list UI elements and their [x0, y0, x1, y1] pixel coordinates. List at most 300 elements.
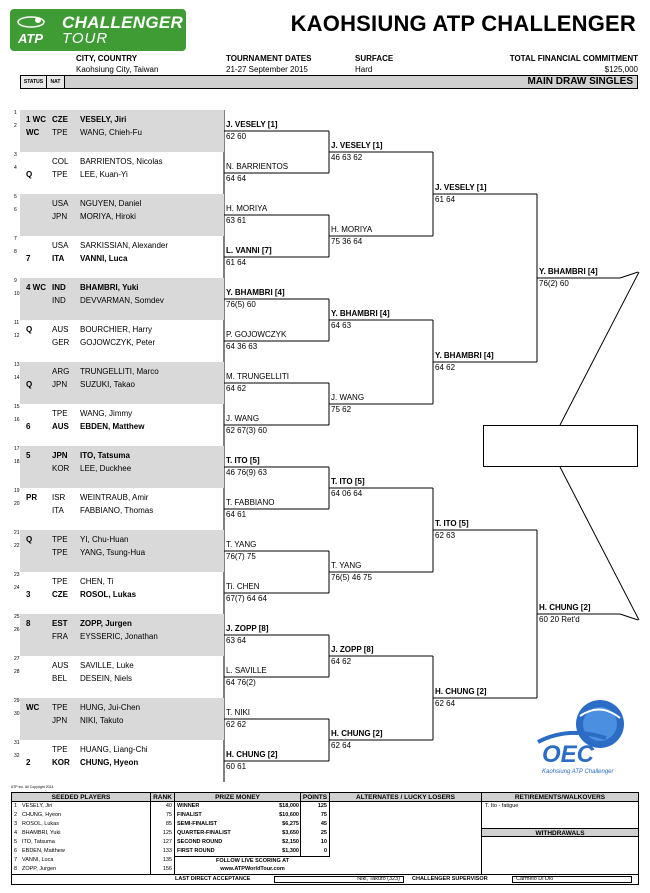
- player-row: [52, 283, 139, 292]
- seed-rank: 133: [162, 848, 172, 854]
- winner-name: H. CHUNG [2]: [331, 729, 383, 738]
- player-row: [52, 157, 163, 166]
- player-seed: Q: [26, 325, 33, 334]
- prize-money: $3,650: [282, 830, 299, 836]
- player-seed: [26, 464, 54, 474]
- seed-rank: 85: [165, 821, 172, 827]
- winner-name: T. ITO [5]: [226, 456, 260, 465]
- player-nationality: ITA: [52, 506, 64, 515]
- match-score: 75 36 64: [331, 237, 363, 246]
- player-slot-number: 16: [14, 417, 20, 423]
- player-slot-number: 27: [14, 656, 20, 662]
- player-slot-number: 11: [14, 320, 20, 326]
- match-score: 64 06 64: [331, 489, 363, 498]
- player-slot-number: 1: [14, 110, 17, 116]
- player-row: [52, 241, 168, 250]
- player-nationality: TPE: [52, 745, 68, 754]
- financial-commitment-value: $125,000: [604, 65, 638, 74]
- player-name: LEE, Duckhee: [80, 464, 132, 473]
- prize-points: 45: [320, 821, 327, 827]
- seed-player-name: EBDEN, Matthew: [22, 848, 65, 854]
- player-seed: [26, 212, 54, 222]
- player-nationality: KOR: [52, 758, 70, 767]
- match-score: 76(7) 75: [226, 552, 256, 561]
- player-slot-number: 31: [14, 740, 20, 746]
- player-name: YANG, Tsung-Hua: [80, 548, 146, 557]
- seed-player-name: CHUNG, Hyeon: [22, 812, 62, 818]
- player-row: [52, 254, 127, 263]
- player-seed: [26, 199, 54, 209]
- seed-player-name: ZOPP, Jurgen: [22, 866, 57, 872]
- prize-round: WINNER: [177, 803, 200, 809]
- seeded-players-header: SEEDED PLAYERS: [12, 793, 150, 802]
- seed-player-name: ROSOL, Lukas: [22, 821, 59, 827]
- player-seed: [26, 674, 54, 684]
- match-score: 62 64: [435, 699, 456, 708]
- financial-commitment-label: TOTAL FINANCIAL COMMITMENT: [509, 54, 638, 63]
- status-column-header: STATUS: [21, 76, 47, 88]
- alternates-column: [330, 793, 482, 884]
- prize-points: 75: [320, 812, 327, 818]
- winner-name: T. ITO [5]: [331, 477, 365, 486]
- seed-number: 1: [14, 803, 18, 809]
- player-nationality: TPE: [52, 703, 68, 712]
- player-seed: [26, 548, 54, 558]
- player-slot-number: 10: [14, 291, 20, 297]
- player-row: [52, 338, 155, 347]
- player-slot-number: 4: [14, 165, 17, 171]
- player-row: [52, 577, 113, 586]
- prize-points: 10: [320, 839, 327, 845]
- retirements-header: RETIREMENTS/WALKOVERS: [482, 793, 638, 802]
- seed-player-name: VANNI, Luca: [22, 857, 54, 863]
- player-slot-number: 29: [14, 698, 20, 704]
- player-nationality: TPE: [52, 409, 68, 418]
- seed-number: 4: [14, 830, 18, 836]
- player-slot-number: 3: [14, 152, 17, 158]
- player-name: TRUNGELLITI, Marco: [80, 367, 159, 376]
- player-seed: [26, 506, 54, 516]
- player-slot-number: 26: [14, 627, 20, 633]
- player-seed: 2: [26, 758, 31, 767]
- prize-money-header: PRIZE MONEY: [175, 793, 300, 802]
- player-nationality: USA: [52, 199, 69, 208]
- player-name: HUANG, Liang-Chi: [80, 745, 148, 754]
- player-nationality: FRA: [52, 632, 68, 641]
- match-score: 62 64: [331, 741, 352, 750]
- player-slot-number: 19: [14, 488, 20, 494]
- live-scoring-box: [175, 856, 330, 874]
- player-slot-number: 30: [14, 711, 20, 717]
- player-nationality: JPN: [52, 380, 68, 389]
- dates-label: TOURNAMENT DATES: [226, 54, 312, 63]
- logo-atp-text: ATP: [18, 31, 44, 46]
- seed-number: 6: [14, 848, 18, 854]
- player-seed: Q: [26, 170, 33, 179]
- player-row: [52, 170, 128, 179]
- player-seed: 7: [26, 254, 31, 263]
- match-score: 62 62: [226, 720, 247, 729]
- player-nationality: BEL: [52, 674, 68, 683]
- player-nationality: CZE: [52, 590, 68, 599]
- player-name: ITO, Tatsuma: [80, 451, 130, 460]
- match-score: 64 62: [435, 363, 456, 372]
- last-direct-acceptance-label: LAST DIRECT ACCEPTANCE: [175, 876, 251, 882]
- player-nationality: CZE: [52, 115, 68, 124]
- prize-round: FINALIST: [177, 812, 202, 818]
- player-name: CHEN, Ti: [80, 577, 114, 586]
- alternates-header: ALTERNATES / LUCKY LOSERS: [330, 793, 481, 802]
- match-score: 64 64: [226, 174, 247, 183]
- player-slot-number: 25: [14, 614, 20, 620]
- player-nationality: JPN: [52, 212, 68, 221]
- winner-name: N. BARRIENTOS: [226, 162, 289, 171]
- player-nationality: ISR: [52, 493, 66, 502]
- footer-table: [11, 792, 639, 885]
- player-seed: 1 WC: [26, 115, 46, 124]
- winner-name: H. CHUNG [2]: [226, 750, 278, 759]
- bracket-line: [620, 614, 638, 620]
- player-slot-number: 7: [14, 236, 17, 242]
- prize-money: $10,600: [279, 812, 299, 818]
- player-name: NGUYEN, Daniel: [80, 199, 142, 208]
- winner-name: Y. BHAMBRI [4]: [226, 288, 285, 297]
- prize-round: QUARTER-FINALIST: [177, 830, 231, 836]
- player-row: [52, 716, 123, 725]
- player-seed: [26, 632, 54, 642]
- seed-player-name: VESELY, Jiri: [22, 803, 53, 809]
- player-slot-number: 21: [14, 530, 20, 536]
- prize-money: $18,000: [279, 803, 299, 809]
- winner-name: P. GOJOWCZYK: [226, 330, 287, 339]
- player-slot-number: 5: [14, 194, 17, 200]
- player-row: [52, 422, 144, 431]
- match-score: 62 63: [435, 531, 456, 540]
- prize-round: SECOND ROUND: [177, 839, 223, 845]
- player-seed: WC: [26, 128, 40, 137]
- page-title: KAOHSIUNG ATP CHALLENGER: [290, 11, 636, 36]
- live-scoring-url[interactable]: www.ATPWorldTour.com: [220, 866, 285, 872]
- player-nationality: AUS: [52, 325, 69, 334]
- player-seed: 5: [26, 451, 31, 460]
- player-row: [52, 325, 152, 334]
- player-slot-number: 8: [14, 249, 17, 255]
- player-nationality: TPE: [52, 170, 68, 179]
- match-score: 60 20 Ret'd: [539, 615, 580, 624]
- copyright-text: ATP Inc. All Copyright 2014: [11, 785, 54, 789]
- winner-name: T. FABBIANO: [226, 498, 275, 507]
- player-slot-number: 6: [14, 207, 17, 213]
- player-nationality: TPE: [52, 577, 68, 586]
- retirements-column: [482, 793, 638, 884]
- player-row: [52, 380, 135, 389]
- oec-logo-subtext: Kaohsiung ATP Challenger: [542, 769, 614, 775]
- player-name: BHAMBRI, Yuki: [80, 283, 139, 292]
- winner-name: T. YANG: [331, 561, 362, 570]
- player-name: MORIYA, Hiroki: [80, 212, 136, 221]
- prize-money: $6,275: [282, 821, 299, 827]
- player-row: [52, 758, 138, 767]
- match-score: 60 61: [226, 762, 247, 771]
- player-seed: [26, 296, 54, 306]
- match-score: 64 76(2): [226, 678, 256, 687]
- winner-name: H. CHUNG [2]: [435, 687, 487, 696]
- live-scoring-label: FOLLOW LIVE SCORING AT: [215, 858, 290, 864]
- player-slot-number: 9: [14, 278, 17, 284]
- player-name: EYSSERIC, Jonathan: [80, 632, 158, 641]
- player-row: [52, 199, 141, 208]
- player-seed: [26, 661, 54, 671]
- player-row: [52, 367, 159, 376]
- finalist-name: H. CHUNG [2]: [539, 603, 591, 612]
- player-row: [52, 506, 153, 515]
- player-name: WANG, Jimmy: [80, 409, 133, 418]
- player-slot-number: 15: [14, 404, 20, 410]
- player-name: WEINTRAUB, Amir: [80, 493, 149, 502]
- player-row: [52, 548, 145, 557]
- seed-number: 2: [14, 812, 18, 818]
- match-score: 76(5) 60: [226, 300, 256, 309]
- nat-column-header: NAT: [47, 76, 65, 88]
- seed-player-name: ITO, Tatsuma: [22, 839, 55, 845]
- player-slot-number: 23: [14, 572, 20, 578]
- player-seed: [26, 338, 54, 348]
- prize-round: SEMI-FINALIST: [177, 821, 218, 827]
- player-name: GOJOWCZYK, Peter: [80, 338, 156, 347]
- player-name: ROSOL, Lukas: [80, 590, 137, 599]
- player-seed: WC: [26, 703, 40, 712]
- match-score: 63 64: [226, 636, 247, 645]
- player-name: NIKI, Takuto: [80, 716, 124, 725]
- player-nationality: GER: [52, 338, 70, 347]
- player-row: [52, 493, 148, 502]
- player-name: HUNG, Jui-Chen: [80, 703, 141, 712]
- player-seed: 3: [26, 590, 31, 599]
- player-seed: [26, 745, 54, 755]
- player-nationality: EST: [52, 619, 68, 628]
- player-name: SARKISSIAN, Alexander: [80, 241, 169, 250]
- player-seed: [26, 367, 54, 377]
- points-header: POINTS: [302, 794, 328, 801]
- winner-name: Ti. CHEN: [226, 582, 260, 591]
- player-row: [52, 703, 140, 712]
- player-nationality: KOR: [52, 464, 70, 473]
- match-score: 76(5) 46 75: [331, 573, 372, 582]
- seed-rank: 40: [165, 803, 172, 809]
- winner-name: H. MORIYA: [331, 225, 373, 234]
- seed-rank: 135: [162, 857, 172, 863]
- player-nationality: ITA: [52, 254, 65, 263]
- prize-points: 125: [317, 803, 327, 809]
- player-nationality: COL: [52, 157, 69, 166]
- player-row: [52, 212, 136, 221]
- dates-value: 21-27 September 2015: [226, 65, 308, 74]
- logo-challenger-text: CHALLENGER: [62, 13, 184, 32]
- player-name: BARRIENTOS, Nicolas: [80, 157, 163, 166]
- player-name: YI, Chu-Huan: [80, 535, 129, 544]
- player-seed: [26, 157, 54, 167]
- surface-value: Hard: [355, 65, 373, 74]
- player-row: [52, 661, 134, 670]
- player-nationality: IND: [52, 283, 66, 292]
- winner-name: M. TRUNGELLITI: [226, 372, 289, 381]
- last-direct-acceptance-value: Niki, Takuto (323): [357, 876, 400, 882]
- winner-name: J. WANG: [331, 393, 365, 402]
- player-name: DEVVARMAN, Somdev: [80, 296, 164, 305]
- player-seed: [26, 409, 54, 419]
- withdrawals-header: WITHDRAWALS: [482, 828, 638, 837]
- player-row: [52, 590, 136, 599]
- oec-logo: [528, 698, 642, 778]
- player-nationality: TPE: [52, 128, 68, 137]
- player-nationality: JPN: [52, 716, 68, 725]
- seed-rank: 75: [165, 812, 172, 818]
- winner-name: L. SAVILLE: [226, 666, 267, 675]
- player-slot-number: 13: [14, 362, 20, 368]
- match-score: 61 64: [226, 258, 247, 267]
- winner-name: Y. BHAMBRI [4]: [435, 351, 494, 360]
- player-nationality: TPE: [52, 535, 68, 544]
- player-row: [52, 535, 128, 544]
- player-seed: 4 WC: [26, 283, 46, 292]
- winner-name: J. VESELY [1]: [435, 183, 487, 192]
- player-slot-number: 17: [14, 446, 20, 452]
- seed-number: 8: [14, 866, 18, 872]
- oec-logo-text: OEC: [542, 741, 595, 768]
- main-draw-label: MAIN DRAW SINGLES: [527, 76, 633, 87]
- player-seed: [26, 241, 54, 251]
- player-seed: 6: [26, 422, 31, 431]
- seed-number: 5: [14, 839, 18, 845]
- bracket-line: [560, 467, 639, 620]
- finalist-name: Y. BHAMBRI [4]: [539, 267, 598, 276]
- player-slot-number: 32: [14, 753, 20, 759]
- prize-money: $1,300: [282, 848, 299, 854]
- bracket-line: [560, 272, 639, 425]
- seed-number: 7: [14, 857, 18, 863]
- player-name: LEE, Kuan-Yi: [80, 170, 128, 179]
- player-name: FABBIANO, Thomas: [80, 506, 154, 515]
- prize-points: 25: [320, 830, 327, 836]
- player-row: [52, 745, 148, 754]
- player-nationality: USA: [52, 241, 69, 250]
- winner-name: T. YANG: [226, 540, 257, 549]
- player-name: WANG, Chieh-Fu: [80, 128, 142, 137]
- winner-name: L. VANNI [7]: [226, 246, 272, 255]
- player-name: ZOPP, Jurgen: [80, 619, 132, 628]
- player-slot-number: 12: [14, 333, 20, 339]
- match-score: 61 64: [435, 195, 456, 204]
- prize-money: $2,150: [282, 839, 299, 845]
- match-score: 62 60: [226, 132, 247, 141]
- winner-name: T. NIKI: [226, 708, 251, 717]
- player-row: [52, 632, 158, 641]
- match-score: 64 62: [331, 657, 352, 666]
- player-row: [52, 296, 164, 305]
- acceptance-row: [12, 874, 638, 884]
- match-score: 63 61: [226, 216, 247, 225]
- player-row: [52, 409, 132, 418]
- player-seed: [26, 716, 54, 726]
- winner-name: J. VESELY [1]: [226, 120, 278, 129]
- surface-label: SURFACE: [355, 54, 394, 63]
- player-name: BOURCHIER, Harry: [80, 325, 153, 334]
- player-seed: PR: [26, 493, 38, 502]
- winner-name: J. ZOPP [8]: [331, 645, 374, 654]
- player-nationality: IND: [52, 296, 66, 305]
- match-score: 64 62: [226, 384, 247, 393]
- player-name: VESELY, Jiri: [80, 115, 127, 124]
- match-score: 46 76(9) 63: [226, 468, 267, 477]
- winner-name: J. VESELY [1]: [331, 141, 383, 150]
- supervisor-box: [512, 876, 632, 883]
- seed-number: 3: [14, 821, 18, 827]
- player-slot-number: 2: [14, 123, 17, 129]
- player-nationality: JPN: [52, 451, 68, 460]
- match-score: 46 63 62: [331, 153, 363, 162]
- player-nationality: AUS: [52, 661, 69, 670]
- player-name: CHUNG, Hyeon: [80, 758, 139, 767]
- player-row: [52, 451, 130, 460]
- player-name: EBDEN, Matthew: [80, 422, 145, 431]
- match-score: 64 61: [226, 510, 247, 519]
- player-name: VANNI, Luca: [80, 254, 128, 263]
- winner-name: J. WANG: [226, 414, 260, 423]
- player-row: [52, 619, 132, 628]
- rank-header: RANK: [151, 793, 174, 802]
- player-name: SAVILLE, Luke: [80, 661, 134, 670]
- player-seed: [26, 577, 54, 587]
- winner-name: J. ZOPP [8]: [226, 624, 269, 633]
- player-name: SUZUKI, Takao: [80, 380, 135, 389]
- match-score: 64 36 63: [226, 342, 258, 351]
- bracket-line: [620, 272, 638, 278]
- city-label: CITY, COUNTRY: [76, 54, 138, 63]
- prize-points: 0: [323, 848, 327, 854]
- player-seed: Q: [26, 535, 33, 544]
- match-score: 62 67(3) 60: [226, 426, 267, 435]
- seed-rank: 156: [162, 866, 172, 872]
- player-seed: 8: [26, 619, 31, 628]
- player-slot-number: 22: [14, 543, 20, 549]
- player-row: [52, 115, 126, 124]
- seed-rank: 125: [162, 830, 172, 836]
- logo-tour-text: TOUR: [62, 30, 109, 47]
- last-direct-acceptance-box: [274, 876, 404, 883]
- player-nationality: AUS: [52, 422, 69, 431]
- player-seed: Q: [26, 380, 33, 389]
- seed-player-name: BHAMBRI, Yuki: [22, 830, 61, 836]
- player-slot-number: 20: [14, 501, 20, 507]
- champion-box: [483, 425, 638, 467]
- player-row: [52, 464, 131, 473]
- seed-rank: 127: [162, 839, 172, 845]
- player-slot-number: 28: [14, 669, 20, 675]
- player-row: [52, 674, 132, 683]
- player-row: [52, 128, 142, 137]
- player-slot-number: 18: [14, 459, 20, 465]
- player-nationality: TPE: [52, 548, 68, 557]
- supervisor-value: Carmelo Di Dio: [516, 876, 554, 882]
- match-score: 64 63: [331, 321, 352, 330]
- winner-name: T. ITO [5]: [435, 519, 469, 528]
- supervisor-label: CHALLENGER SUPERVISOR: [412, 876, 488, 882]
- player-slot-number: 24: [14, 585, 20, 591]
- match-score: 76(2) 60: [539, 279, 569, 288]
- winner-name: H. MORIYA: [226, 204, 268, 213]
- match-score: 67(7) 64 64: [226, 594, 267, 603]
- match-score: 75 62: [331, 405, 352, 414]
